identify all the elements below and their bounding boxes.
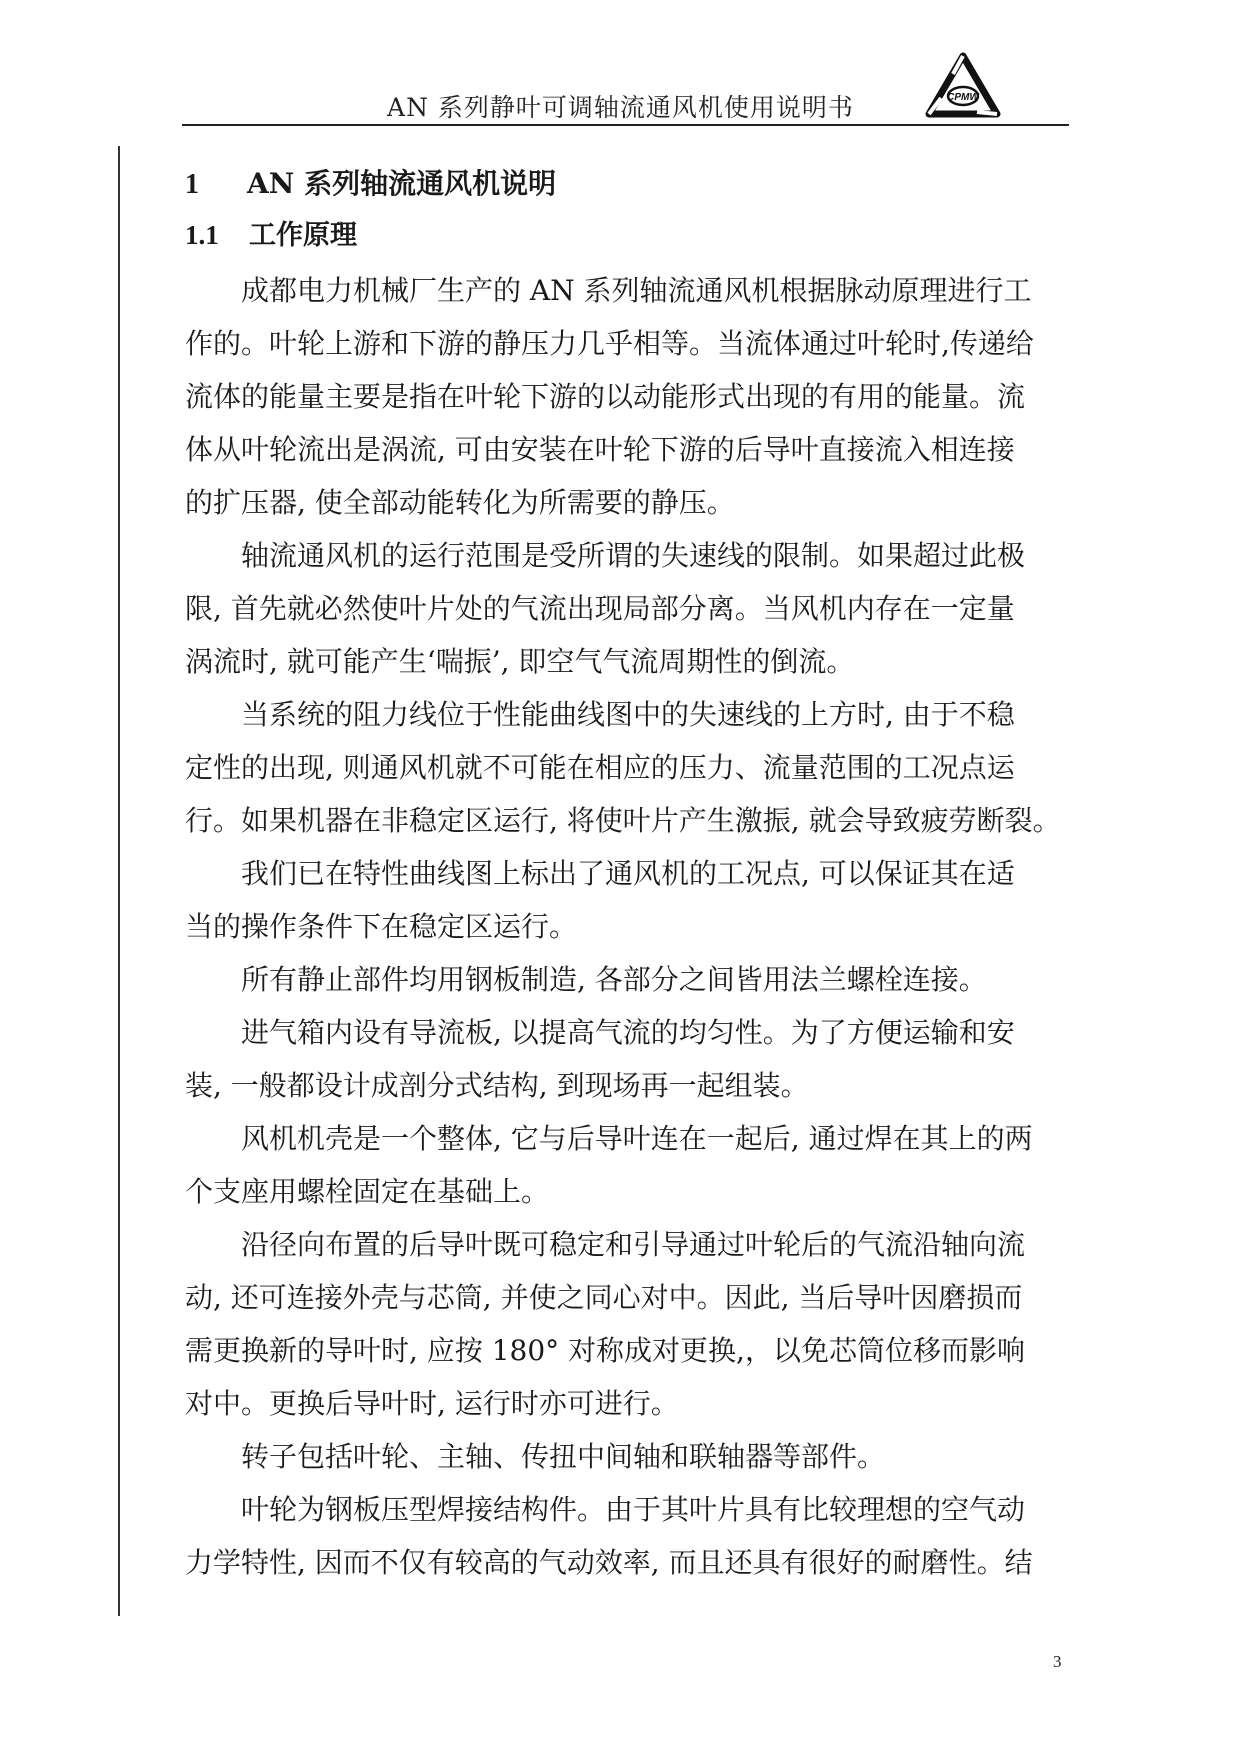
binding-margin-line	[118, 146, 120, 1616]
subsection-number: 1.1	[185, 220, 219, 250]
subsection-heading	[185, 206, 1080, 264]
paragraph: 所有静止部件均用钢板制造, 各部分之间皆用法兰螺栓连接。	[241, 963, 987, 996]
paragraph: 成都电力机械厂生产的 AN 系列轴流通风机根据脉动原理进行工 作的。叶轮上游和下游的静压力几乎相等。当流体通过叶轮时,传递给 流体的能量主要是指在叶轮下游的以动能形式出现的有用的能量。流 体从叶轮流出是涡流, 可由安装在叶轮下游的后导叶直接流入相连接 的扩压器, 使全部动能转化为所需要的静压。	[185, 274, 1034, 519]
paragraph: 沿径向布置的后导叶既可稳定和引导通过叶轮后的气流沿轴向流 动, 还可连接外壳与芯筒, 并使之同心对中。因此, 当后导叶因磨损而 需更换新的导叶时, 应按 180° 对称成对更换,，以免芯筒位移而影响 对中。更换后导叶时, 运行时亦可进行。	[185, 1228, 1026, 1420]
subsection-title: 工作原理	[249, 220, 357, 251]
header-rule	[182, 124, 1069, 126]
paragraph: 轴流通风机的运行范围是受所谓的失速线的限制。如果超过此极 限, 首先就必然使叶片处的气流出现局部分离。当风机内存在一定量 涡流时, 就可能产生‘喘振’, 即空气气流周期性的倒流。	[185, 539, 1026, 678]
section-number: 1	[185, 169, 199, 200]
svg-text:CPMW: CPMW	[947, 92, 979, 103]
page-body	[185, 162, 1080, 1589]
paragraph: 进气箱内设有导流板, 以提高气流的均匀性。为了方便运输和安 装, 一般都设计成剖分式结构, 到现场再一起组装。	[185, 1016, 1015, 1102]
paragraph: 叶轮为钢板压型焊接结构件。由于其叶片具有比较理想的空气动 力学特性, 因而不仅有较高的气动效率, 而且还具有很好的耐磨性。结	[185, 1493, 1033, 1579]
page-number: 3	[1053, 1652, 1062, 1671]
paragraph: 转子包括叶轮、主轴、传扭中间轴和联轴器等部件。	[241, 1440, 886, 1473]
paragraph: 风机机壳是一个整体, 它与后导叶连在一起后, 通过焊在其上的两 个支座用螺栓固定在基础上。	[185, 1122, 1033, 1208]
paragraph: 当系统的阻力线位于性能曲线图中的失速线的上方时, 由于不稳 定性的出现, 则通风机就不可能在相应的压力、流量范围的工况点运 行。如果机器在非稳定区运行, 将使叶片产生激振, 就会导致疲劳断裂。	[185, 698, 1061, 837]
triangle-logo-icon	[925, 52, 1001, 120]
section-title: AN 系列轴流通风机说明	[247, 167, 557, 200]
running-header-title: AN 系列静叶可调轴流通风机使用说明书	[387, 93, 854, 122]
paragraph: 我们已在特性曲线图上标出了通风机的工况点, 可以保证其在适 当的操作条件下在稳定区运行。	[185, 857, 1015, 943]
section-heading	[185, 162, 1080, 206]
